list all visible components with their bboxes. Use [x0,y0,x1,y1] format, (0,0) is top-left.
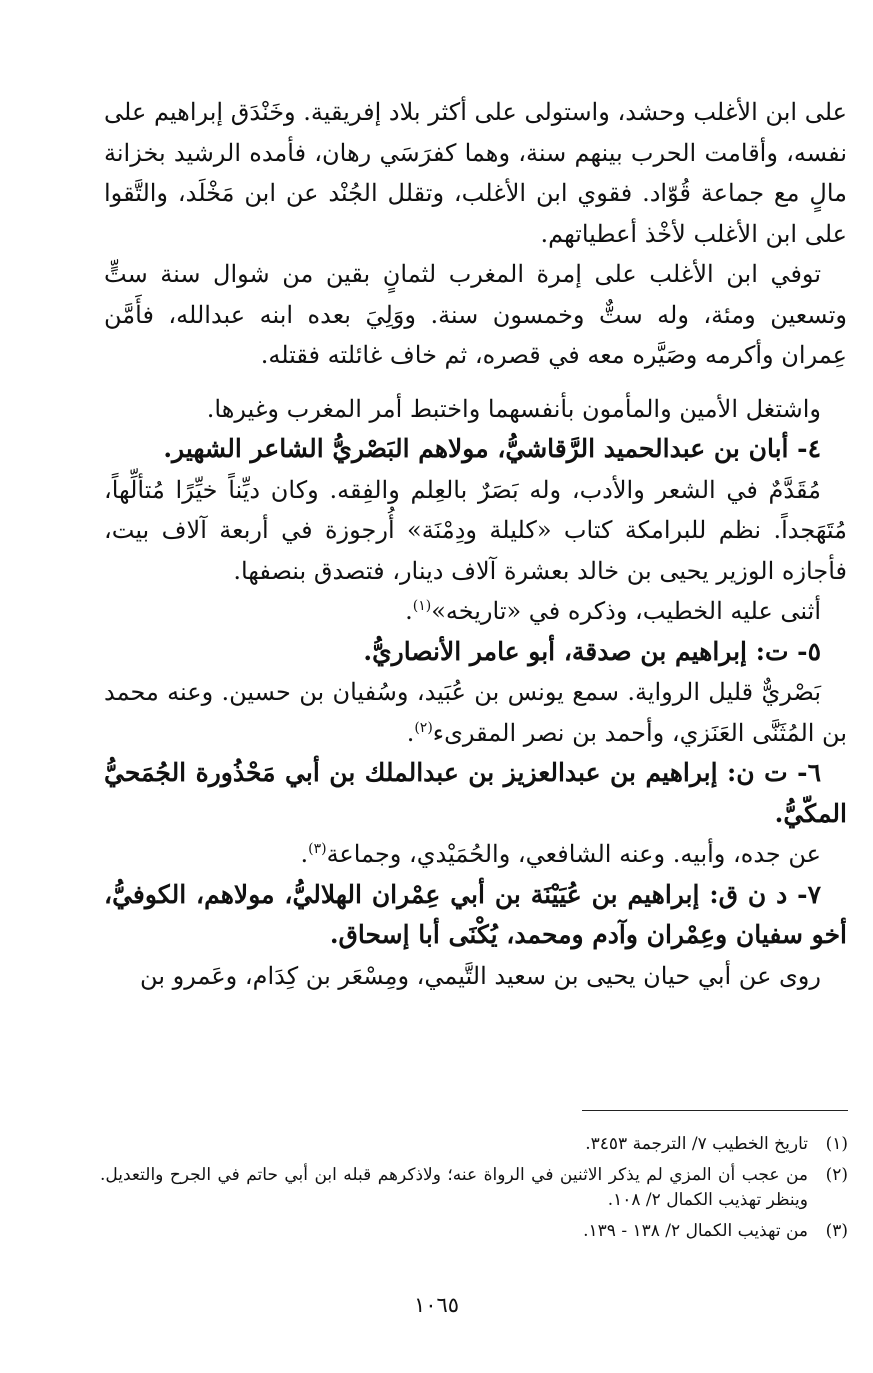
paragraph-death-notice: توفي ابن الأغلب على إمرة المغرب لثمانٍ بقين من شوال سنة ستٍّ وتسعين ومئة، وله ستٌّ وخمسون سنة. ووَلِيَ بعده ابنه عبدالله، فأَمَّن عِمران وأكرمه وصَيَّره معه في قصره، ثم خاف غائلته فقتله. [104,260,847,369]
entry-body-6: عن جده، وأبيه. وعنه الشافعي، والحُمَيْدي، وجماعة$^{(٣)}$. [300,840,821,868]
entry-body-6-text: عن جده، وأبيه. وعنه الشافعي، والحُمَيْدي، وجماعة [326,840,821,868]
footnote-number: (٣) [825,1221,848,1241]
entry-heading-5: ٥- ت: إبراهيم بن صدقة، أبو عامر الأنصاريُّ. [363,636,821,666]
footnote-marker-2: (٢) [414,719,433,736]
footnote-text: تاريخ الخطيب ٧/ الترجمة ٣٤٥٣. [585,1134,808,1154]
paragraph-continuation: على ابن الأغلب وحشد، واستولى على أكثر بلاد إفريقية. وخَنْدَق إبراهيم على نفسه، وأقامت الحرب بينهم سنة، وهما كفرَسَي رهان، فأمده الرشيد بخزانة مالٍ مع جماعة قُوّاد. فقوي ابن الأغلب، وتقلل الجُنْد عن ابن مَخْلَد، والتَّقوا على ابن الأغلب لأخْذ أعطياتهم. [104,98,847,248]
footnote-marker-3: (٣) [308,841,327,857]
footnote-number: (١) [825,1134,848,1154]
paragraph-closing: واشتغل الأمين والمأمون بأنفسهما واختبط أمر المغرب وغيرها. [206,394,821,423]
page-number: ١٠٦٥ [413,1293,460,1317]
footnotes [100,1132,848,1250]
entry-body-4-text: أثنى عليه الخطيب، وذكره في «تاريخه» [431,597,821,625]
footnote-text: من عجب أن المزي لم يذكر الاثنين في الرواة عنه؛ ولاذكرهم قبله ابن أبي حاتم في الجرح والتعديل. وينظر تهذيب الكمال ٢/ ١٠٨. [100,1165,808,1210]
footnote-text: من تهذيب الكمال ٢/ ١٣٨ - ١٣٩. [583,1221,808,1241]
entry-body-4: مُقَدَّمٌ في الشعر والأدب، وله بَصَرٌ بالعِلم والفِقه. وكان ديِّناً خيِّرًا مُتألِّهاً، مُتَهَجداً. نظم للبرامكة كتاب «كليلة ودِمْنَة» أُرجوزة في أربعة آلاف بيت، فأجازه الوزير يحيى بن خالد بعشرة آلاف دينار، فتصدق بنصفها. [104,475,847,585]
footnote-number: (٢) [825,1165,848,1185]
entry-heading-7: ٧- د ن ق: إبراهيم بن عُيَيْنَة بن أبي عِمْران الهلاليُّ، مولاهم، الكوفيُّ، أخو سفيان وعِمْران وآدم ومحمد، يُكْنَى أبا إسحاق. [104,879,847,949]
entry-body-5-text: بَصْريٌّ قليل الرواية. سمع يونس بن عُبَيد، وسُفيان بن حسين. وعنه محمد بن المُثَنَّى العَنَزي، وأحمد بن نصر المقرىء [104,678,847,747]
entry-body-7: روى عن أبي حيان يحيى بن سعيد التَّيمي، ومِسْعَر بن كِدَام، وعَمرو بن [140,961,821,990]
entry-body-4-reference: أثنى عليه الخطيب، وذكره في «تاريخه»$^{(١)}$. [405,597,821,625]
entry-body-5: بَصْريٌّ قليل الرواية. سمع يونس بن عُبَيد، وسُفيان بن حسين. وعنه محمد بن المُثَنَّى العَنَزي، وأحمد بن نصر المقرىء$^{(٢)}$. [104,678,847,747]
main-text [104,92,847,996]
footnote-3 [100,1219,848,1244]
footnote-2 [100,1163,848,1213]
entry-heading-4: ٤- أبان بن عبدالحميد الرَّقاشيُّ، مولاهم البَصْريُّ الشاعر الشهير. [163,434,821,463]
footnote-marker-1: (١) [412,598,432,614]
footnote-1 [100,1132,848,1157]
footnote-separator [582,1110,848,1111]
entry-heading-6: ٦- ت ن: إبراهيم بن عبدالعزيز بن عبدالملك بن أبي مَحْذُورة الجُمَحيُّ المكّيُّ. [104,758,847,828]
